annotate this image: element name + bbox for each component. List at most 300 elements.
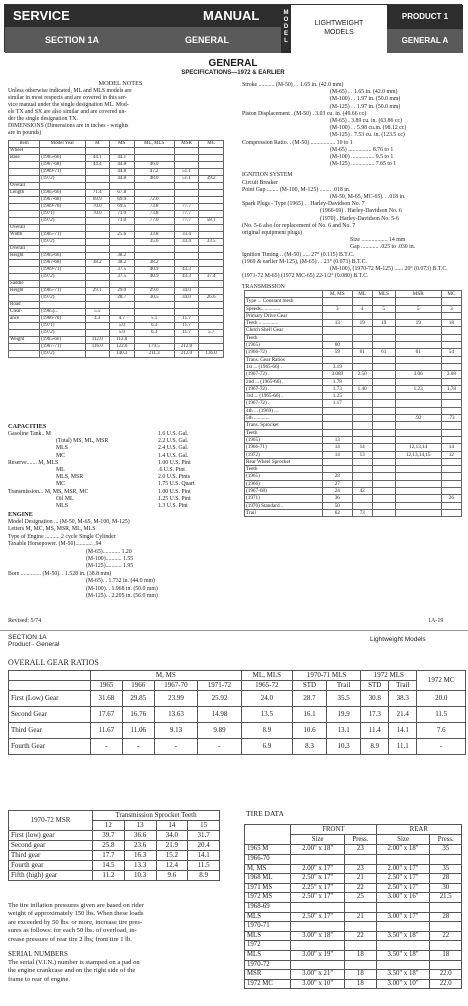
product-label-bottom: Product - General xyxy=(8,641,60,648)
dim-cell: (1965-66) xyxy=(40,155,86,162)
gear-cell: 13.1 xyxy=(326,723,360,739)
trans-cell: (1965) xyxy=(245,436,323,443)
trans-cell xyxy=(372,495,395,502)
dim-cell: Weight xyxy=(9,337,40,344)
dim-cell: ance xyxy=(9,316,40,323)
dim-cell xyxy=(109,183,134,190)
trans-cell xyxy=(441,422,461,429)
dim-cell: (1965-66) xyxy=(40,337,86,344)
gear-blank xyxy=(9,681,91,691)
dim-cell: 5.5 xyxy=(85,309,109,316)
tire-row xyxy=(245,893,462,903)
trans-row xyxy=(245,393,462,400)
trans-cell xyxy=(352,327,372,334)
trans-cell xyxy=(395,334,441,341)
tire-cell: 22 xyxy=(345,883,377,893)
trans-cell: 3.19 xyxy=(323,363,353,370)
dim-header: MSR xyxy=(174,141,199,148)
trans-cell: 61 xyxy=(352,349,372,356)
dim-cell xyxy=(85,169,109,176)
dim-cell xyxy=(174,162,199,169)
trans-row xyxy=(245,349,462,356)
serial-line: frame to rear of engine. xyxy=(8,975,71,983)
trans-cell xyxy=(372,400,395,407)
sprocket-cell: 10.3 xyxy=(124,871,156,881)
dim-cell: Height xyxy=(9,288,40,295)
dim-header: ML, MLS xyxy=(134,141,174,148)
trans-cell xyxy=(372,312,395,319)
trans-cell xyxy=(395,312,441,319)
dim-cell xyxy=(174,155,199,162)
dim-cell: 38.2 xyxy=(109,260,134,267)
tire-cell xyxy=(345,922,377,932)
trans-cell: (1967-72) . xyxy=(245,371,323,378)
tire-cell: 28 xyxy=(430,912,462,922)
dim-cell: Overall xyxy=(9,246,40,253)
dim-cell: 43.3 xyxy=(174,267,199,274)
trans-row xyxy=(245,502,462,509)
gear-year: 1967-70 xyxy=(154,681,198,691)
trans-cell xyxy=(395,407,441,414)
dim-cell: 73.8 xyxy=(134,204,174,211)
trans-cell xyxy=(395,473,441,480)
dim-row xyxy=(9,225,224,232)
capacity-label: Oil ML xyxy=(56,495,74,502)
dim-cell: 122.0 xyxy=(109,344,134,351)
gear-cell: - xyxy=(122,739,154,755)
tire-row xyxy=(245,864,462,874)
sprocket-row xyxy=(9,841,220,851)
right-spec-line: (M-65) ................ 8.76 to 1 xyxy=(330,146,394,153)
dim-cell xyxy=(174,337,199,344)
dim-cell: (1966-70) xyxy=(40,316,86,323)
trans-cell xyxy=(372,342,395,349)
sprocket-header: 15 xyxy=(188,821,220,831)
trans-cell: 36 xyxy=(323,495,353,502)
dim-cell: 30.5 xyxy=(134,295,174,302)
dim-cell xyxy=(85,274,109,281)
dim-cell xyxy=(199,288,224,295)
trans-cell xyxy=(395,393,441,400)
sprocket-cell: 15.2 xyxy=(156,851,188,861)
dim-cell xyxy=(199,253,224,260)
trans-cell: 5th ............ xyxy=(245,415,323,422)
engine-line: (M-125)........... 1.95 xyxy=(86,563,134,570)
gear-cell: 25.92 xyxy=(198,691,242,707)
trans-cell xyxy=(372,480,395,487)
sprocket-header: 14 xyxy=(156,821,188,831)
tire-cell xyxy=(376,941,430,951)
lightweight-label-bottom: Lightweight Models xyxy=(370,636,426,643)
dim-cell xyxy=(134,309,174,316)
trans-cell xyxy=(372,502,395,509)
trans-cell: Speeds............... xyxy=(245,305,323,312)
tire-data-title: TIRE DATA xyxy=(246,809,284,818)
dim-cell: 35.6 xyxy=(134,239,174,246)
tire-row xyxy=(245,902,462,912)
trans-cell: 18 xyxy=(441,320,461,327)
trans-header-row xyxy=(245,291,462,298)
sprocket-cell: 13.3 xyxy=(124,861,156,871)
gear-cell: 14.98 xyxy=(198,707,242,723)
dim-cell xyxy=(174,309,199,316)
sprocket-cell: 25.8 xyxy=(93,841,125,851)
sprocket-row xyxy=(9,831,220,841)
dim-cell xyxy=(109,225,134,232)
trans-cell xyxy=(323,356,353,363)
gear-cell: - xyxy=(91,739,123,755)
dim-cell xyxy=(9,204,40,211)
dim-cell xyxy=(40,225,86,232)
dim-cell: Height xyxy=(9,253,40,260)
tire-row xyxy=(245,950,462,960)
gear-group: 1972 MLS xyxy=(361,671,417,681)
trans-cell xyxy=(352,466,372,473)
tire-row xyxy=(245,970,462,980)
trans-row xyxy=(245,473,462,480)
dim-header: Item xyxy=(9,141,40,148)
capacity-label: MC xyxy=(56,452,66,459)
trans-cell xyxy=(441,363,461,370)
trans-cell: Type ... Constant mesh xyxy=(245,298,323,305)
dim-cell: 37.5 xyxy=(109,267,134,274)
trans-cell: Trans. Gear Ratios xyxy=(245,356,323,363)
gear-row xyxy=(9,691,466,707)
dim-cell: 38.2 xyxy=(85,260,109,267)
dim-cell: (1965)... xyxy=(40,309,86,316)
dim-cell xyxy=(9,260,40,267)
dim-cell: 4.3 xyxy=(85,316,109,323)
sprocket-cell: 14.1 xyxy=(188,851,220,861)
dim-cell: Overall xyxy=(9,183,40,190)
notes-line: Unless otherwise indicated, ML and MLS models are xyxy=(8,88,132,94)
dim-cell xyxy=(199,232,224,239)
tire-cell: 35 xyxy=(430,864,462,874)
dim-cell xyxy=(174,225,199,232)
trans-cell xyxy=(372,393,395,400)
service-label: SERVICE xyxy=(13,8,70,23)
capacity-label: Gasoline Tank.. M xyxy=(8,431,51,437)
dim-cell: 5.0 xyxy=(109,330,134,337)
dim-header: Model Year xyxy=(40,141,86,148)
dim-cell xyxy=(85,281,109,288)
dim-row xyxy=(9,211,224,218)
trans-cell: 12 xyxy=(441,451,461,458)
capacity-value: 1.00 U.S. Pint xyxy=(158,459,191,466)
tire-cell: 1972 xyxy=(245,941,291,951)
tire-cell xyxy=(291,855,345,865)
trans-cell xyxy=(372,415,395,422)
gear-group: 1970-71 MLS xyxy=(292,671,360,681)
dim-cell: 211.3 xyxy=(134,351,174,358)
dim-cell: 25.6 xyxy=(109,232,134,239)
trans-cell: 1.73 xyxy=(323,385,353,392)
dim-cell: 70.0 xyxy=(85,211,109,218)
trans-row xyxy=(245,400,462,407)
trans-cell xyxy=(395,495,441,502)
model-notes xyxy=(8,88,236,137)
trans-cell: (1971) xyxy=(245,495,323,502)
engine-line: Type of Engine .......... 2 cycle Single Cylinder xyxy=(8,533,116,540)
gear-cell: 30.8 xyxy=(361,691,389,707)
tire-cell: 18 xyxy=(430,950,462,960)
dim-cell xyxy=(9,162,40,169)
capacity-row xyxy=(8,481,228,488)
trans-cell: 2nd ... (1965-66) . xyxy=(245,378,323,385)
sprocket-cell: 20.4 xyxy=(188,841,220,851)
dim-cell: (1967-68) xyxy=(40,197,86,204)
gear-cell: 10.3 xyxy=(326,739,360,755)
gear-cell: 11.06 xyxy=(122,723,154,739)
tire-cell: 2.50" x 17" xyxy=(291,893,345,903)
sprocket-cell: 39.7 xyxy=(93,831,125,841)
dim-cell xyxy=(134,190,174,197)
trans-cell xyxy=(395,342,441,349)
letter: O xyxy=(283,17,289,23)
tire-cell: 22.0 xyxy=(430,979,462,989)
gear-year: Trail xyxy=(326,681,360,691)
dim-cell xyxy=(85,239,109,246)
trans-cell: 12,13,14 xyxy=(395,444,441,451)
sprocket-cell: 8.9 xyxy=(188,871,220,881)
capacity-label: MLS xyxy=(56,502,68,509)
page-number: 1A-19 xyxy=(428,618,444,624)
engine-line: (M-65). . 1.732 in. (44.0 mm) xyxy=(86,578,155,585)
dim-row xyxy=(9,183,224,190)
sprocket-cell: Fourth gear xyxy=(9,861,93,871)
trans-cell xyxy=(441,327,461,334)
trans-row xyxy=(245,371,462,378)
sprocket-cell: Fifth (high) gear xyxy=(9,871,93,881)
page-divider xyxy=(0,630,468,631)
capacity-row xyxy=(8,445,228,452)
dim-cell: Overall xyxy=(9,225,40,232)
dim-row xyxy=(9,274,224,281)
tire-cell: 2.25" x 17" xyxy=(291,883,345,893)
lightweight-models-label xyxy=(291,5,387,53)
tire-sub: Press. xyxy=(345,835,377,845)
gear-year: STD xyxy=(361,681,389,691)
dim-row xyxy=(9,197,224,204)
gear-cell: 29.85 xyxy=(122,691,154,707)
trans-cell xyxy=(395,378,441,385)
gear-year: 1971-72 xyxy=(198,681,242,691)
dim-cell xyxy=(85,253,109,260)
trans-cell xyxy=(372,451,395,458)
trans-cell xyxy=(372,422,395,429)
capacity-label: MC xyxy=(56,481,66,488)
trans-cell xyxy=(352,342,372,349)
capacity-row xyxy=(8,431,228,438)
dim-cell: 112.0 xyxy=(109,337,134,344)
dim-row xyxy=(9,295,224,302)
dim-cell: 33.4 xyxy=(174,239,199,246)
notes-line: are in pounds) xyxy=(8,130,42,136)
dim-cell xyxy=(9,323,40,330)
trans-row xyxy=(245,385,462,392)
tire-cell: 22 xyxy=(430,931,462,941)
dim-cell: 44.8 xyxy=(109,169,134,176)
trans-cell: 42 xyxy=(352,488,372,495)
dim-cell: 29.1 xyxy=(85,288,109,295)
dim-cell xyxy=(85,225,109,232)
dim-cell xyxy=(199,183,224,190)
gear-cell: 23.99 xyxy=(154,691,198,707)
tire-cell xyxy=(430,902,462,912)
dim-cell: 38.2 xyxy=(134,260,174,267)
dim-cell xyxy=(199,344,224,351)
tire-cell: MSR xyxy=(245,970,291,980)
capacity-value: 2.4 U.S. Gal. xyxy=(158,445,189,452)
tire-cell xyxy=(291,902,345,912)
trans-row xyxy=(245,378,462,385)
trans-cell xyxy=(372,466,395,473)
tire-sub: Size xyxy=(291,835,345,845)
tire-cell: 1972 MS xyxy=(245,893,291,903)
gear-cell: 14.1 xyxy=(389,723,417,739)
capacity-label: Reserve....... M, MLS xyxy=(8,459,59,466)
dim-cell: 77.7 xyxy=(174,211,199,218)
trans-row xyxy=(245,488,462,495)
dim-cell: 77.7 xyxy=(174,204,199,211)
trans-cell: (1967-72) . xyxy=(245,385,323,392)
engine-line: Model Designation ... (M-50, M-65, M-100, M-125) xyxy=(8,519,130,525)
trans-cell: 13 xyxy=(323,320,353,327)
tire-row xyxy=(245,855,462,865)
tire-cell: 21.5 xyxy=(430,893,462,903)
serial-numbers-text xyxy=(8,959,230,984)
trans-row xyxy=(245,429,462,436)
dim-cell xyxy=(174,190,199,197)
dim-cell xyxy=(85,246,109,253)
dim-cell xyxy=(9,330,40,337)
dim-cell: 44.4 xyxy=(85,162,109,169)
trans-row xyxy=(245,466,462,473)
gear-ratios-table xyxy=(8,670,466,755)
gear-cell: 31.68 xyxy=(91,691,123,707)
trans-cell: (1967-72) . xyxy=(245,400,323,407)
trans-cell xyxy=(372,407,395,414)
trans-cell: Teeth xyxy=(245,466,323,473)
dim-cell: 48.0 xyxy=(134,176,174,183)
dim-cell xyxy=(40,281,86,288)
trans-cell xyxy=(372,327,395,334)
dim-cell: 71.0 xyxy=(109,218,134,225)
dim-cell: Width xyxy=(9,232,40,239)
trans-cell: (1970) Standard .. xyxy=(245,502,323,509)
dim-cell: (1972) xyxy=(40,176,86,183)
dim-cell xyxy=(174,246,199,253)
trans-cell: 1.40 xyxy=(352,385,372,392)
trans-cell xyxy=(372,458,395,465)
trans-row xyxy=(245,451,462,458)
trans-cell: 73 xyxy=(352,509,372,516)
trans-row xyxy=(245,363,462,370)
tire-cell: 22.0 xyxy=(430,970,462,980)
tire-cell: 3.00" x 10" xyxy=(291,979,345,989)
trans-cell xyxy=(352,502,372,509)
trans-cell: 13 xyxy=(352,451,372,458)
dim-cell xyxy=(9,239,40,246)
engine-line: (M-100). . 1.968 in. (50.0 mm) xyxy=(86,585,158,592)
section-label-bottom: SECTION 1A xyxy=(8,634,47,641)
right-spec-line: TRANSMISSION xyxy=(242,284,285,291)
trans-cell: Trans. Sprocket xyxy=(245,422,323,429)
trans-cell: 5 xyxy=(395,305,441,312)
tire-cell: 21 xyxy=(345,874,377,884)
gear-cell: 28.7 xyxy=(292,691,326,707)
trans-row xyxy=(245,458,462,465)
trans-cell xyxy=(352,378,372,385)
dim-row xyxy=(9,190,224,197)
capacity-value: 2.0 U.S. Pints xyxy=(158,474,191,481)
trans-cell: Teeth xyxy=(245,429,323,436)
trans-header xyxy=(245,291,323,298)
dim-cell: 40.9 xyxy=(134,274,174,281)
dim-cell xyxy=(199,309,224,316)
dim-cell: 58.1 xyxy=(199,218,224,225)
tire-cell: 18 xyxy=(345,970,377,980)
note-line: weight of approximately 150 lbs. When these loads xyxy=(8,910,144,918)
tire-row xyxy=(245,883,462,893)
dim-cell: (1965-66) xyxy=(40,253,86,260)
dim-cell xyxy=(199,337,224,344)
dim-cell: 140.3 xyxy=(109,351,134,358)
tire-cell: 2.50" x 17" xyxy=(291,874,345,884)
trans-header: MC xyxy=(441,291,461,298)
dim-row xyxy=(9,351,224,358)
gear-cell: 11.67 xyxy=(91,723,123,739)
trans-cell: 14 xyxy=(352,444,372,451)
general-a-label: GENERAL A xyxy=(387,29,463,53)
letter: M xyxy=(283,10,289,16)
gear-cell: 8.9 xyxy=(361,739,389,755)
dim-cell: 77.7 xyxy=(174,218,199,225)
capacity-row xyxy=(8,453,228,460)
dim-cell xyxy=(199,267,224,274)
dim-cell: 72.0 xyxy=(134,197,174,204)
capacity-row xyxy=(8,496,228,503)
right-spec-line: (M-65) . . 1.65 in. (42.0 mm) xyxy=(330,89,398,96)
dim-cell: 44.1 xyxy=(85,155,109,162)
trans-cell xyxy=(323,298,353,305)
right-spec-line: (No. 5-6 also for replacement of No. 6 and No. 7 xyxy=(242,222,356,229)
dim-cell: (1972) xyxy=(40,295,86,302)
dim-cell xyxy=(199,281,224,288)
tire-cell: 3.00" x 21" xyxy=(291,970,345,980)
dim-cell: 136.0 xyxy=(199,351,224,358)
capacity-row xyxy=(8,438,228,445)
dim-cell: 112.0 xyxy=(85,337,109,344)
trans-cell: 28 xyxy=(323,473,353,480)
tire-cell: 1968 ML xyxy=(245,874,291,884)
tire-cell: 2.50" x 17" xyxy=(376,883,430,893)
trans-cell xyxy=(352,298,372,305)
dim-cell xyxy=(9,211,40,218)
dim-cell: 69.9 xyxy=(85,197,109,204)
dim-cell xyxy=(199,169,224,176)
tire-cell xyxy=(345,941,377,951)
dim-cell: (1972) xyxy=(40,218,86,225)
dim-cell: (1969-71) xyxy=(40,169,86,176)
dim-cell xyxy=(134,148,174,155)
gear-cell: Fourth Gear xyxy=(9,739,91,755)
right-spec-line: Gap ............ .025 to .030 in. xyxy=(350,244,416,251)
trans-row xyxy=(245,298,462,305)
trans-cell: 3.08 xyxy=(441,371,461,378)
tire-cell xyxy=(291,922,345,932)
gear-blank xyxy=(9,671,91,681)
